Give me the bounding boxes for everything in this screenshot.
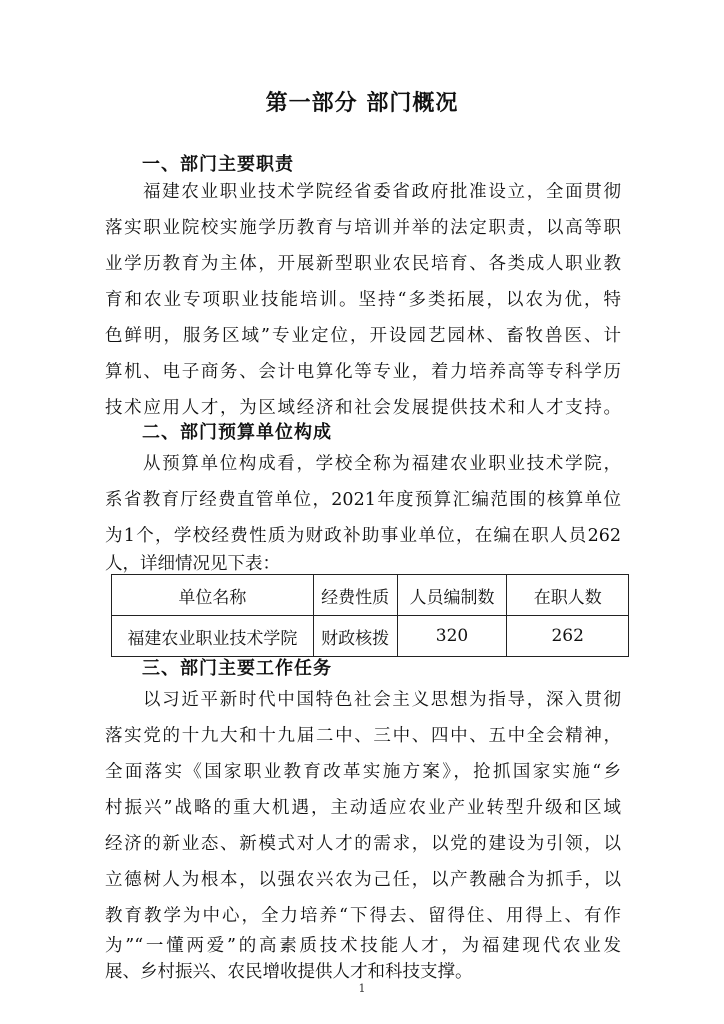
paragraph-line: 人，详细情况见下表： (105, 554, 280, 574)
table-header-row (112, 575, 629, 616)
page-title: 第一部分 部门概况 (265, 91, 459, 116)
paragraph-line: 全面落实《国家职业教育改革实施方案》，抢抓国家实施“乡 (105, 762, 621, 782)
table-header-cell: 单位名称 (112, 575, 314, 616)
unit-table (111, 574, 629, 657)
paragraph-line: 立德树人为根本，以强农兴农为己任，以产教融合为抓手，以 (105, 870, 621, 890)
table-header-cell: 人员编制数 (397, 575, 507, 616)
paragraph-line: 经济的新业态、新模式对人才的需求，以党的建设为引领，以 (105, 834, 621, 854)
paragraph-line: 从预算单位构成看，学校全称为福建农业职业技术学院， (143, 454, 621, 474)
section-heading-main-tasks: 三、部门主要工作任务 (142, 658, 332, 679)
table-cell: 财政核拨 (313, 616, 397, 657)
section-heading-budget-units: 二、部门预算单位构成 (142, 422, 332, 443)
paragraph-line: 系省教育厅经费直管单位，2021年度预算汇编范围的核算单位 (105, 490, 621, 510)
paragraph-line: 业学历教育为主体，开展新型职业农民培育、各类成人职业教 (105, 254, 621, 274)
paragraph-line: 教育教学为中心，全力培养“下得去、留得住、用得上、有作 (105, 906, 621, 926)
page-number: 1 (358, 982, 366, 995)
paragraph-line: 福建农业职业技术学院经省委省政府批准设立，全面贯彻 (143, 182, 621, 202)
paragraph-line: 技术应用人才，为区域经济和社会发展提供技术和人才支持。 (105, 398, 621, 418)
section-heading-duties: 一、部门主要职责 (142, 154, 294, 175)
table-row (112, 616, 629, 657)
table-header-cell: 在职人数 (507, 575, 629, 616)
paragraph-line: 以习近平新时代中国特色社会主义思想为指导，深入贯彻 (143, 690, 621, 710)
table-cell: 福建农业职业技术学院 (112, 616, 314, 657)
paragraph-line: 展、乡村振兴、农民增收提供人才和科技支撑。 (105, 962, 473, 982)
paragraph-line: 育和农业专项职业技能培训。坚持“多类拓展，以农为优，特 (105, 290, 621, 310)
paragraph-line: 为1个，学校经费性质为财政补助事业单位，在编在职人员262 (105, 526, 621, 546)
table-cell: 262 (507, 616, 629, 657)
paragraph-line: 色鲜明，服务区域”专业定位，开设园艺园林、畜牧兽医、计 (105, 326, 621, 346)
paragraph-line: 落实职业院校实施学历教育与培训并举的法定职责，以高等职 (105, 218, 621, 238)
paragraph-line: 为”“一懂两爱”的高素质技术技能人才，为福建现代农业发 (105, 936, 621, 956)
table-cell: 320 (397, 616, 507, 657)
paragraph-line: 落实党的十九大和十九届二中、三中、四中、五中全会精神， (105, 726, 621, 746)
paragraph-line: 算机、电子商务、会计电算化等专业，着力培养高等专科学历 (105, 362, 621, 382)
table-header-cell: 经费性质 (313, 575, 397, 616)
paragraph-line: 村振兴”战略的重大机遇，主动适应农业产业转型升级和区域 (105, 798, 621, 818)
